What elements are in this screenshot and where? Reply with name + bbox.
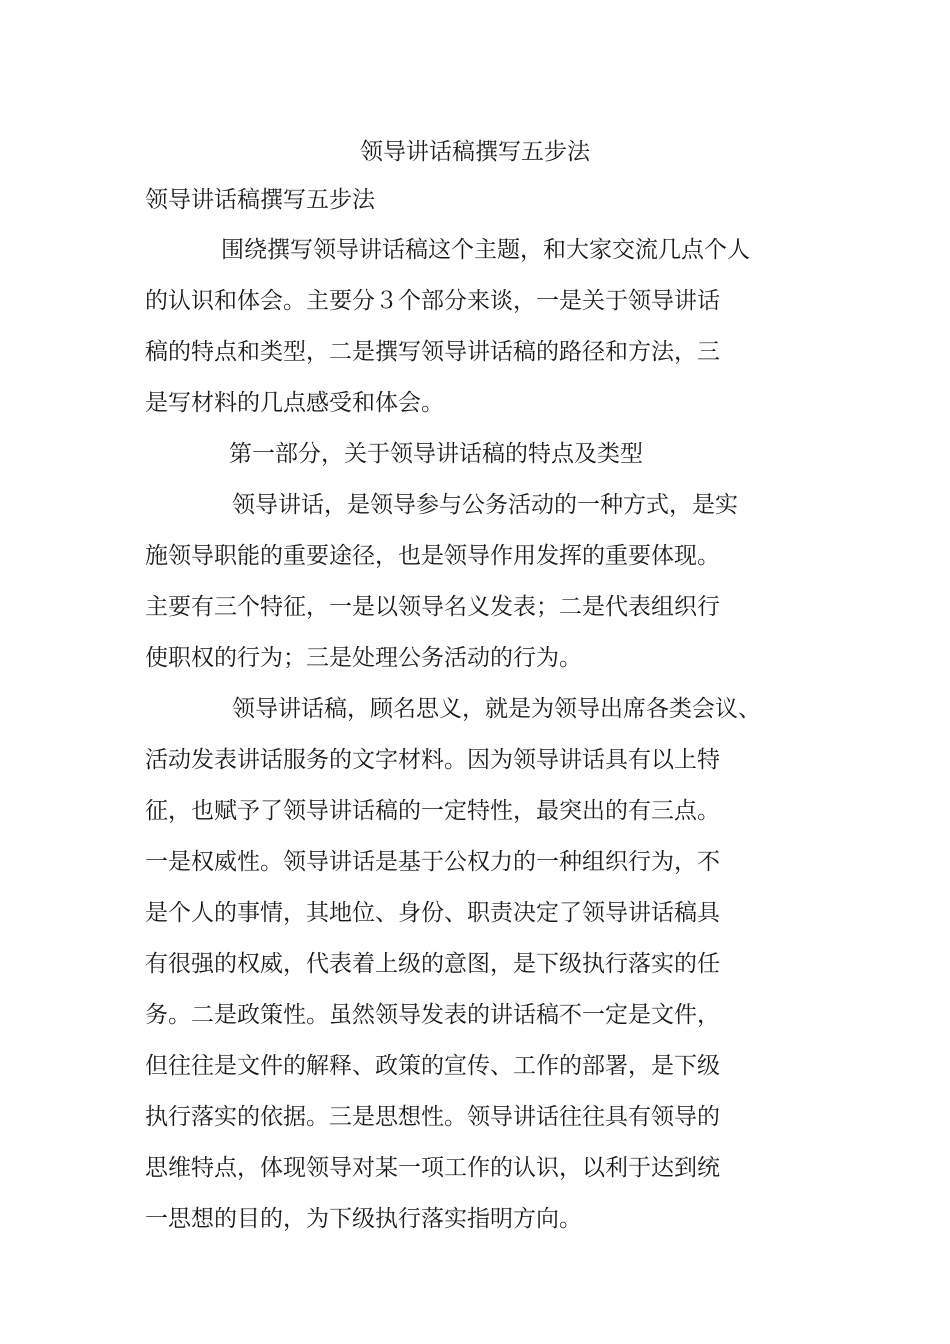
paragraph-line: 稿的特点和类型，二是撰写领导讲话稿的路径和方法，三 (145, 339, 720, 365)
paragraph-line: 征，也赋予了领导讲话稿的一定特性，最突出的有三点。 (145, 798, 720, 824)
paragraph-line: 务。二是政策性。虽然领导发表的讲话稿不一定是文件， (145, 1002, 720, 1028)
section-heading: 第一部分，关于领导讲话稿的特点及类型 (229, 441, 643, 467)
paragraph-line: 使职权的行为；三是处理公务活动的行为。 (145, 645, 582, 671)
document-body (145, 182, 809, 1252)
paragraph-line: 执行落实的依据。三是思想性。领导讲话往往具有领导的 (145, 1104, 720, 1130)
paragraph-line: 但往往是文件的解释、政策的宣传、工作的部署，是下级 (145, 1053, 720, 1079)
paragraph-line: 是写材料的几点感受和体会。 (145, 390, 444, 416)
paragraph-line: 围绕撰写领导讲话稿这个主题，和大家交流几点个人 (221, 237, 750, 263)
paragraph-line: 主要有三个特征，一是以领导名义发表；二是代表组织行 (145, 594, 720, 620)
paragraph-line: 思维特点，体现领导对某一项工作的认识，以利于达到统 (145, 1155, 720, 1181)
paragraph-line: 领导讲话，是领导参与公务活动的一种方式，是实 (232, 492, 738, 518)
paragraph-line: 领导讲话稿，顾名思义，就是为领导出席各类会议、 (232, 696, 761, 722)
paragraph-line: 是个人的事情，其地位、身份、职责决定了领导讲话稿具 (145, 900, 720, 926)
paragraph-line: 施领导职能的重要途径，也是领导作用发挥的重要体现。 (145, 543, 720, 569)
document-subtitle: 领导讲话稿撰写五步法 (145, 187, 375, 213)
paragraph-line: 有很强的权威，代表着上级的意图，是下级执行落实的任 (145, 951, 720, 977)
paragraph-line: 一是权威性。领导讲话是基于公权力的一种组织行为，不 (145, 849, 720, 875)
paragraph-line: 活动发表讲话服务的文字材料。因为领导讲话具有以上特 (145, 747, 720, 773)
document-title: 领导讲话稿撰写五步法 (360, 139, 590, 165)
paragraph-line: 一思想的目的，为下级执行落实指明方向。 (145, 1206, 582, 1232)
paragraph-line: 的认识和体会。主要分３个部分来谈，一是关于领导讲话 (145, 288, 720, 314)
